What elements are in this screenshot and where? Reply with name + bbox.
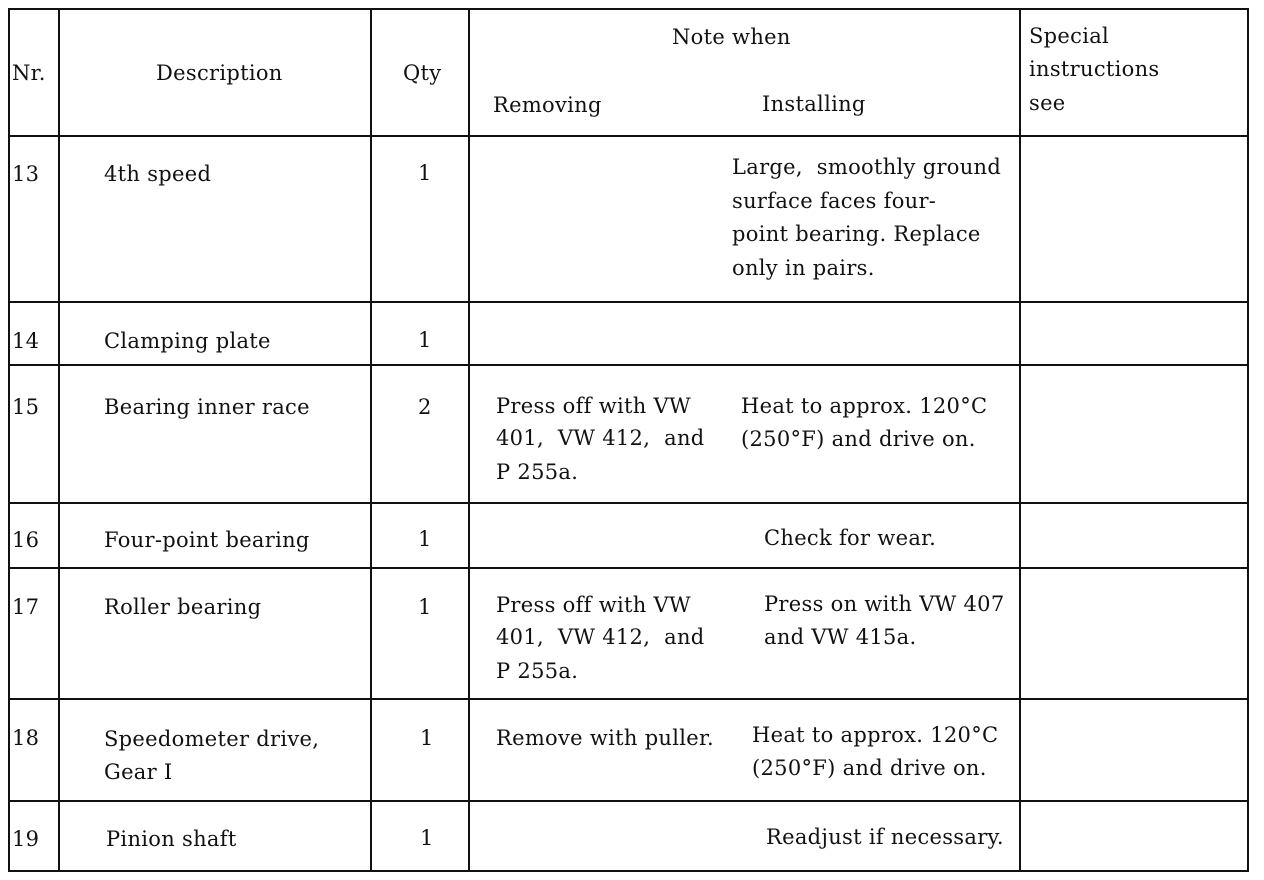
- row-15-removing-3: P 255a.: [496, 460, 579, 484]
- row-17-qty: 1: [418, 595, 432, 619]
- row-17-removing-2: 401, VW 412, and: [496, 625, 705, 649]
- row-15-installing-1: Heat to approx. 120°C: [741, 394, 988, 418]
- column-rule-qty: [468, 8, 470, 872]
- row-15-nr: 15: [12, 395, 40, 419]
- row-rule-13: [8, 301, 1249, 303]
- row-17-removing-1: Press off with VW: [496, 593, 691, 617]
- row-16-description: Four-point bearing: [104, 528, 310, 552]
- row-rule-16: [8, 567, 1249, 569]
- row-13-description: 4th speed: [104, 162, 212, 186]
- row-19-qty: 1: [420, 826, 434, 850]
- row-18-nr: 18: [12, 726, 40, 750]
- row-19-nr: 19: [12, 827, 40, 851]
- row-13-installing-3: point bearing. Replace: [732, 222, 981, 246]
- header-installing: Installing: [762, 92, 866, 116]
- row-18-qty: 1: [420, 726, 434, 750]
- row-14-nr: 14: [12, 329, 40, 353]
- header-rule: [8, 135, 1249, 137]
- table-border-bottom: [8, 870, 1249, 872]
- row-17-installing-1: Press on with VW 407: [764, 592, 1005, 616]
- table-border-right: [1247, 8, 1249, 872]
- header-description: Description: [156, 61, 283, 85]
- row-19-description: Pinion shaft: [106, 827, 237, 851]
- row-14-description: Clamping plate: [104, 329, 271, 353]
- row-13-installing-4: only in pairs.: [732, 256, 875, 280]
- header-removing: Removing: [493, 93, 602, 117]
- row-18-description-1: Speedometer drive,: [104, 727, 320, 751]
- header-note-when: Note when: [672, 25, 791, 49]
- row-19-installing-1: Readjust if necessary.: [766, 825, 1004, 849]
- row-17-removing-3: P 255a.: [496, 659, 579, 683]
- row-rule-14: [8, 364, 1249, 366]
- row-15-removing-1: Press off with VW: [496, 394, 691, 418]
- header-nr: Nr.: [12, 61, 46, 85]
- header-special-2: instructions: [1029, 57, 1160, 81]
- row-rule-15: [8, 502, 1249, 504]
- row-18-description-2: Gear I: [104, 760, 173, 784]
- header-special-1: Special: [1029, 24, 1110, 48]
- row-16-installing-1: Check for wear.: [764, 526, 937, 550]
- header-qty: Qty: [403, 61, 442, 85]
- table-border-left: [8, 8, 10, 872]
- row-13-installing-1: Large, smoothly ground: [732, 155, 1002, 179]
- row-16-nr: 16: [12, 528, 40, 552]
- row-15-qty: 2: [418, 395, 432, 419]
- row-rule-17: [8, 698, 1249, 700]
- row-16-qty: 1: [418, 527, 432, 551]
- row-15-description: Bearing inner race: [104, 395, 310, 419]
- column-rule-description: [370, 8, 372, 872]
- row-13-qty: 1: [418, 161, 432, 185]
- row-15-installing-2: (250°F) and drive on.: [741, 427, 976, 451]
- row-18-removing-1: Remove with puller.: [496, 726, 715, 750]
- column-rule-nr: [58, 8, 60, 872]
- table-border-top: [8, 8, 1249, 10]
- row-17-nr: 17: [12, 595, 40, 619]
- row-13-nr: 13: [12, 162, 40, 186]
- row-17-description: Roller bearing: [104, 595, 262, 619]
- row-18-installing-1: Heat to approx. 120°C: [752, 723, 999, 747]
- column-rule-note: [1019, 8, 1021, 872]
- row-17-installing-2: and VW 415a.: [764, 625, 917, 649]
- row-18-installing-2: (250°F) and drive on.: [752, 756, 987, 780]
- row-14-qty: 1: [418, 328, 432, 352]
- header-special-3: see: [1029, 91, 1066, 115]
- row-13-installing-2: surface faces four-: [732, 189, 937, 213]
- row-rule-18: [8, 800, 1249, 802]
- row-15-removing-2: 401, VW 412, and: [496, 426, 705, 450]
